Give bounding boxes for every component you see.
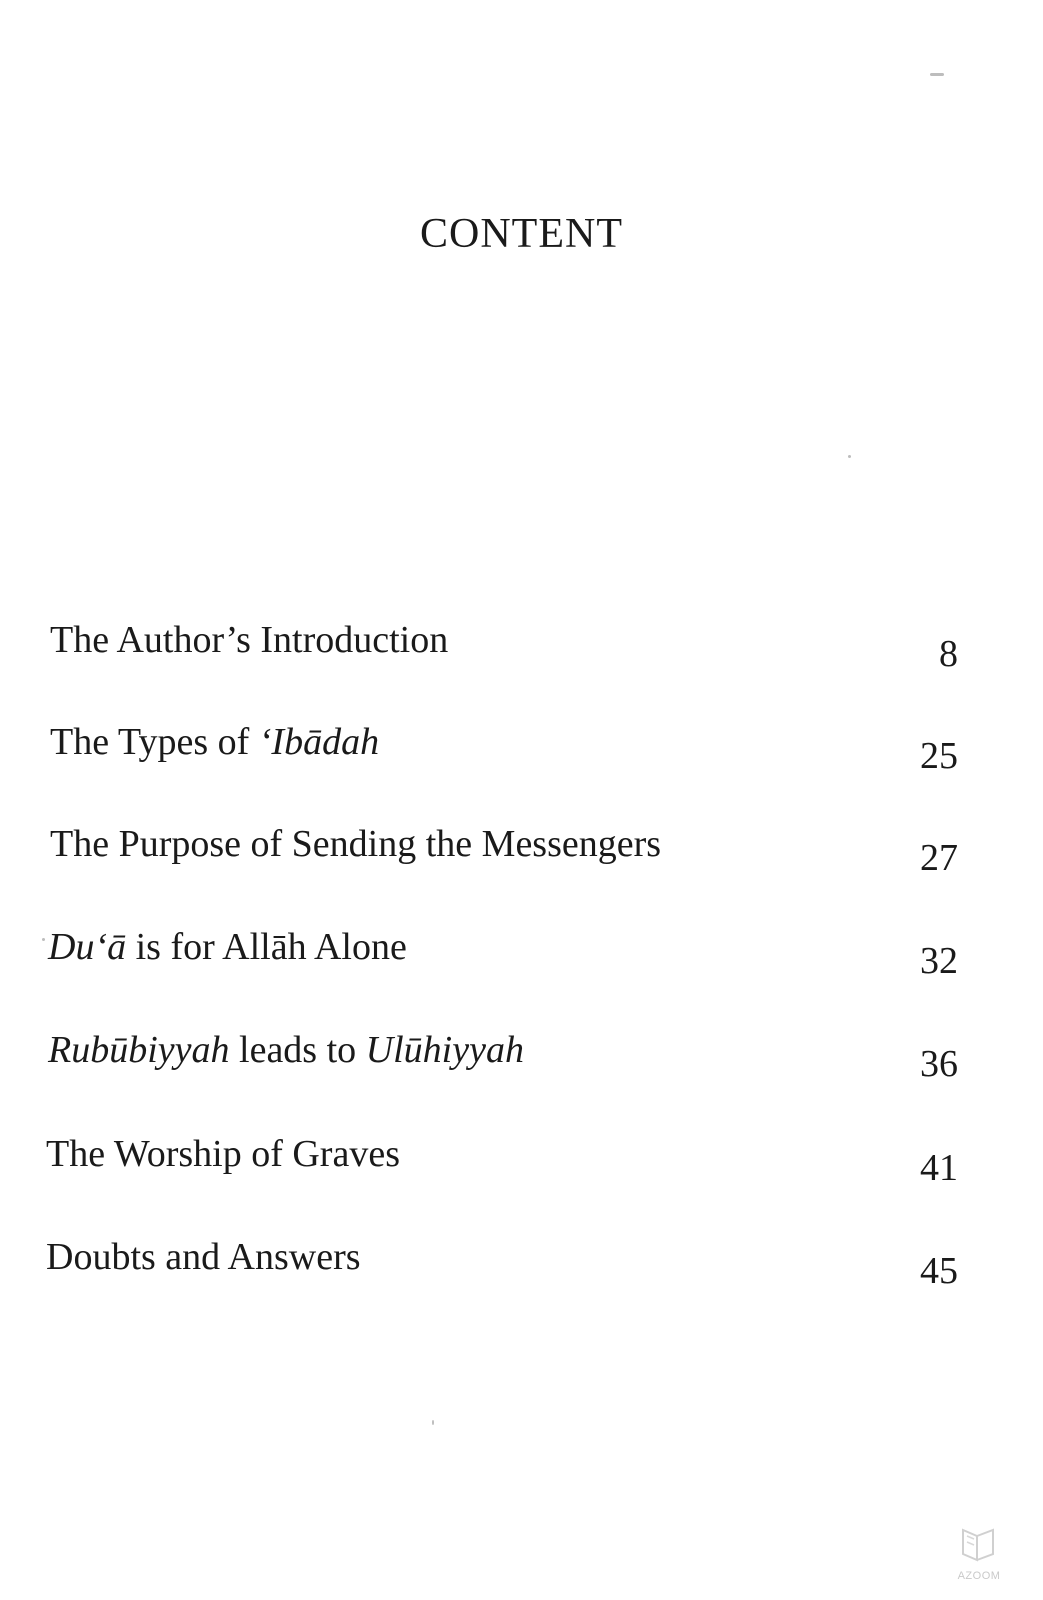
toc-entry [50,618,958,678]
toc-entry-page-number: 8 [939,633,958,675]
toc-entry-title-text: is for Allāh Alone [126,926,407,968]
toc-entry-page-number: 41 [920,1147,958,1189]
toc-entry-title-text: The Author’s Introduction [50,619,449,661]
book-icon [949,1522,1009,1566]
toc-entry-title-text: leads to [229,1029,366,1071]
toc-entry-page-number: 36 [920,1043,958,1085]
toc-entry-title [46,1235,361,1279]
toc-entry-page-number: 32 [920,940,958,982]
toc-entry [48,1028,958,1088]
toc-entry-page-number: 45 [920,1250,958,1292]
toc-entry-title-text: The Types of [50,721,259,763]
scan-speck [848,455,851,458]
toc-entry-title-italic: Du‘ā [48,926,127,968]
toc-entry-title-text: The Purpose of Sending the Messengers [50,823,662,865]
toc-entry-title [50,720,379,764]
toc-entry [48,925,958,985]
toc-entry-page-number: 25 [920,735,958,777]
toc-entry-title [46,1132,400,1176]
watermark-label: AZOOM [957,1570,1001,1582]
toc-entry-title [50,822,661,866]
toc-entry [50,822,958,882]
scan-speck [432,1420,434,1425]
toc-entry-page-number: 27 [920,837,958,879]
toc-entry-title-italic: Rubūbiyyah [48,1029,230,1071]
scan-speck [42,938,45,941]
page-title: CONTENT [420,211,623,257]
toc-entry [46,1235,958,1295]
scan-speck [930,73,944,76]
toc-entry-title [50,618,448,662]
watermark [949,1522,1009,1582]
toc-entry-title [48,925,407,969]
toc-entry-title-text: Doubts and Answers [46,1236,361,1278]
toc-entry [50,720,958,780]
toc-entry-title [48,1028,524,1072]
toc-entry-title-text: The Worship of Graves [46,1133,400,1175]
toc-entry-title-italic: Ulūhiyyah [365,1029,524,1071]
toc-entry [46,1132,958,1192]
toc-entry-title-italic: ‘Ibādah [258,721,380,763]
